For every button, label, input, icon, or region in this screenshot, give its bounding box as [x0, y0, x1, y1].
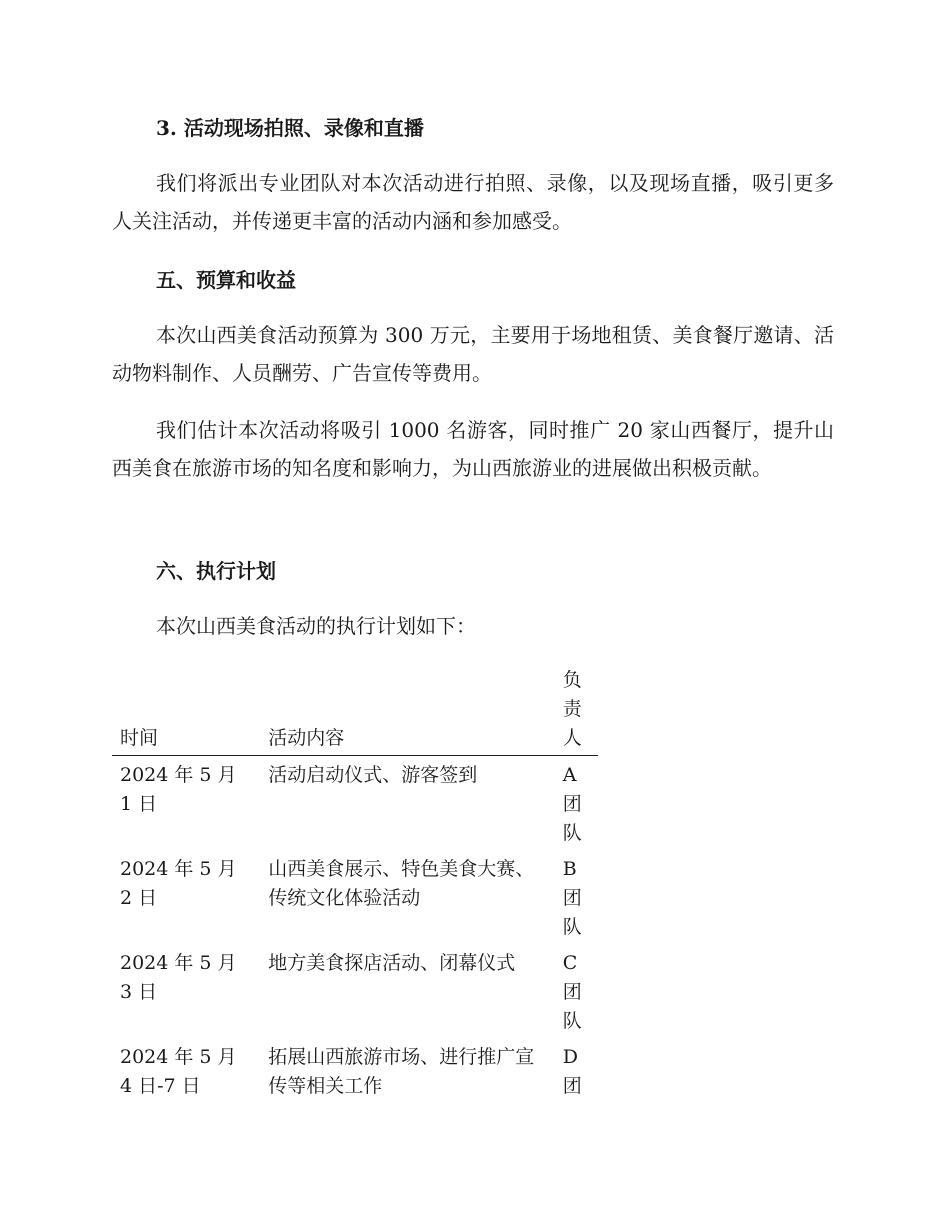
paragraph-benefits: 我们估计本次活动将吸引 1000 名游客，同时推广 20 家山西餐厅，提升山西美食在旅游市场的知名度和影响力，为山西旅游业的进展做出积极贡献。 [112, 418, 834, 480]
paragraph-execution-plan-intro: 本次山西美食活动的执行计划如下： [156, 614, 476, 638]
table-cell-owner: B 团队 [562, 858, 582, 938]
table-cell-content: 拓展山西旅游市场、进行推广宣传等相关工作 [268, 1046, 535, 1097]
table-cell-time: 2024 年 5 月 1 日 [120, 764, 237, 815]
table-header-content: 活动内容 [260, 666, 554, 756]
table-row [112, 850, 598, 944]
table-cell-content: 地方美食探店活动、闭幕仪式 [268, 952, 516, 974]
table-cell-owner: C 团队 [562, 952, 582, 1032]
execution-plan-table [112, 666, 598, 1103]
table-header-owner: 负责人 [555, 666, 598, 756]
table-cell-content: 活动启动仪式、游客签到 [268, 764, 478, 786]
table-header-time: 时间 [112, 666, 260, 756]
paragraph-budget: 本次山西美食活动预算为 300 万元，主要用于场地租赁、美食餐厅邀请、活动物料制作、人员酬劳、广告宣传等费用。 [112, 323, 834, 385]
table-cell-content: 山西美食展示、特色美食大赛、传统文化体验活动 [268, 858, 535, 909]
table-row [112, 1038, 598, 1103]
table-header-row [112, 666, 598, 756]
paragraph-photo-video-live: 我们将派出专业团队对本次活动进行拍照、录像，以及现场直播，吸引更多人关注活动，并传递更丰富的活动内涵和参加感受。 [112, 171, 834, 233]
table-cell-owner: A 团队 [562, 764, 582, 844]
section-heading-photo-video-live: 3. 活动现场拍照、录像和直播 [156, 116, 424, 140]
table-cell-time: 2024 年 5 月 3 日 [120, 952, 237, 1003]
table-row [112, 756, 598, 851]
table-row [112, 944, 598, 1038]
table-cell-owner: D 团 [562, 1046, 582, 1097]
section-heading-execution-plan: 六、执行计划 [156, 559, 276, 583]
section-heading-budget: 五、预算和收益 [156, 268, 296, 292]
table-cell-time: 2024 年 5 月 2 日 [120, 858, 237, 909]
table-cell-time: 2024 年 5 月 4 日-7 日 [120, 1046, 237, 1097]
